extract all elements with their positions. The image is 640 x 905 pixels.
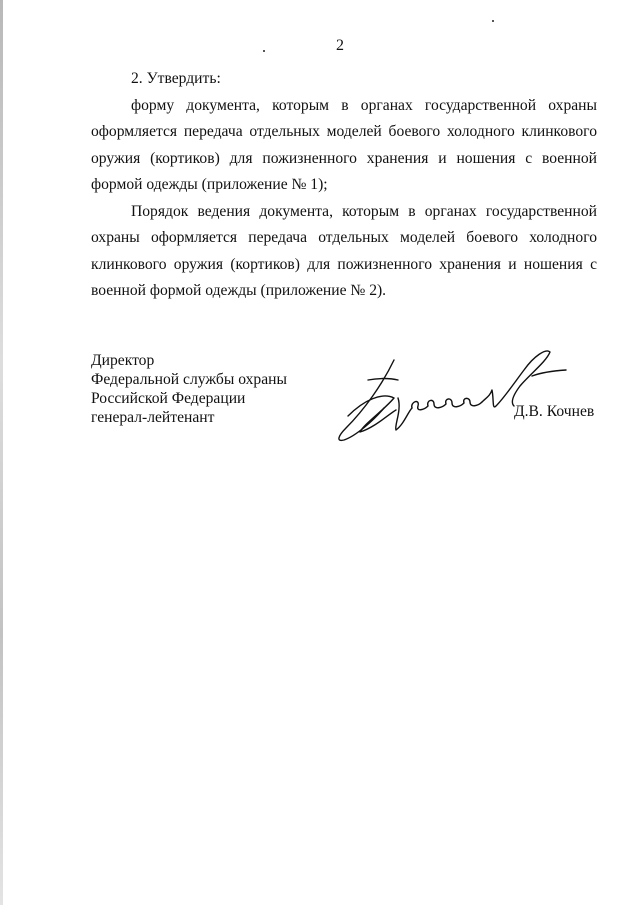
signatory-country: Российской Федерации xyxy=(91,390,246,407)
paragraph-procedure: Порядок ведения документа, которым в органах государственной охраны оформляется передача отдельных моделей боевого холодного клинкового оружия (кортиков) для пожизненного хранения и ношения с военной формой одежды (приложение № 2). xyxy=(91,202,597,299)
signatory-organization: Федеральной службы охраны xyxy=(91,371,287,388)
scan-speck xyxy=(492,20,494,22)
signatory-name: Д.В. Кочнев xyxy=(514,403,595,420)
scan-edge xyxy=(0,0,3,905)
signatory-rank: генерал-лейтенант xyxy=(91,409,215,426)
signatory-title xyxy=(91,351,287,427)
page-number: 2 xyxy=(336,37,344,54)
paragraph-form: форму документа, которым в органах государственной охраны оформляется передача отдельных моделей боевого холодного клинкового оружия (кортиков) для пожизненного хранения и ношения с военной формой одежды (приложение № 1); xyxy=(91,96,597,193)
handwritten-signature xyxy=(334,340,574,445)
signatory-position: Директор xyxy=(91,352,155,369)
document-body xyxy=(91,66,597,305)
paragraph-approve: 2. Утвердить: xyxy=(131,70,221,87)
